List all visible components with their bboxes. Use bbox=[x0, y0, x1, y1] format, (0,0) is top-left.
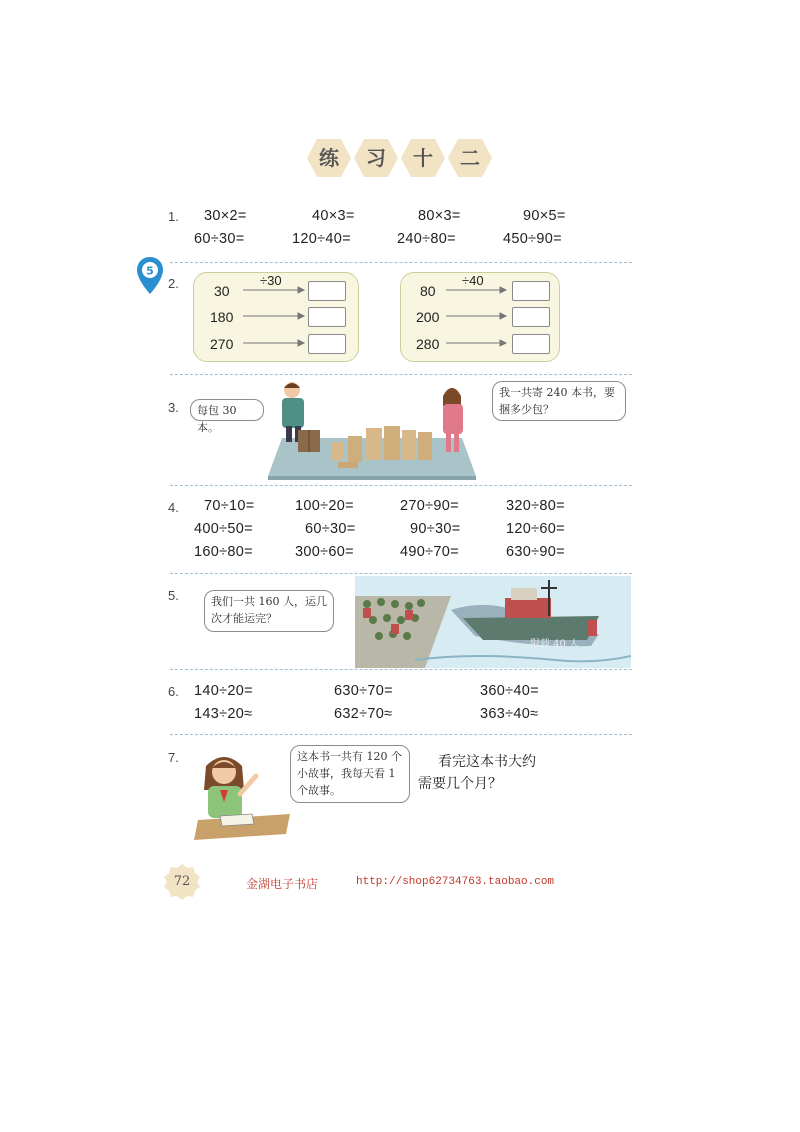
q2-right-value: 200 bbox=[416, 309, 440, 325]
footer-url[interactable]: http://shop62734763.taobao.com bbox=[356, 876, 555, 888]
q4-number: 4. bbox=[168, 500, 179, 515]
q3-speech-bubble-left: 每包 30 本。 bbox=[190, 399, 264, 421]
q2-left-operator: ÷30 bbox=[260, 273, 282, 288]
answer-box[interactable] bbox=[512, 307, 550, 327]
q7-number: 7. bbox=[168, 750, 179, 765]
q7-speech-bubble: 这本书一共有 120 个小故事，我每天看 1 个故事。 bbox=[290, 745, 410, 803]
answer-box[interactable] bbox=[308, 334, 346, 354]
q4-expr: 300÷60= bbox=[295, 544, 354, 560]
location-marker-icon bbox=[136, 256, 164, 296]
q7-question-line-1: 看完这本书大约 bbox=[438, 754, 536, 770]
q4-expr: 100÷20= bbox=[295, 498, 354, 514]
separator bbox=[170, 669, 632, 670]
q1-expr: 60÷30= bbox=[194, 231, 245, 247]
q3-books-illustration bbox=[262, 376, 482, 480]
q6-expr: 630÷70= bbox=[334, 683, 393, 699]
q4-expr: 90÷30= bbox=[410, 521, 461, 537]
q6-expr: 143÷20≈ bbox=[194, 706, 253, 722]
q1-number: 1. bbox=[168, 209, 179, 224]
q2-number: 2. bbox=[168, 276, 179, 291]
q4-expr: 160÷80= bbox=[194, 544, 253, 560]
title-hex-2 bbox=[353, 138, 399, 178]
q3-number: 3. bbox=[168, 400, 179, 415]
q1-expr: 450÷90= bbox=[503, 231, 562, 247]
separator bbox=[170, 262, 632, 263]
q1-expr: 30×2= bbox=[204, 208, 247, 224]
q7-girl-reading-illustration bbox=[190, 750, 294, 844]
q6-expr: 363÷40≈ bbox=[480, 706, 539, 722]
footer-store-name: 金湖电子书店 bbox=[246, 877, 319, 891]
title-hex-3 bbox=[400, 138, 446, 178]
q3-speech-bubble-right: 我一共寄 240 本书，要捆多少包？ bbox=[492, 381, 626, 421]
separator bbox=[170, 374, 632, 375]
separator bbox=[170, 485, 632, 486]
q6-expr: 360÷40= bbox=[480, 683, 539, 699]
q2-right-value: 280 bbox=[416, 336, 440, 352]
answer-box[interactable] bbox=[308, 281, 346, 301]
separator bbox=[170, 573, 632, 574]
q2-right-value: 80 bbox=[420, 283, 436, 299]
q4-expr: 400÷50= bbox=[194, 521, 253, 537]
answer-box[interactable] bbox=[512, 334, 550, 354]
q1-expr: 40×3= bbox=[312, 208, 355, 224]
q4-expr: 490÷70= bbox=[400, 544, 459, 560]
q1-expr: 80×3= bbox=[418, 208, 461, 224]
q1-expr: 240÷80= bbox=[397, 231, 456, 247]
title-char: 十 bbox=[413, 146, 433, 170]
q5-number: 5. bbox=[168, 588, 179, 603]
separator bbox=[170, 734, 632, 735]
q5-speech-bubble: 我们一共 160 人，运几次才能运完？ bbox=[204, 590, 334, 632]
q4-expr: 120÷60= bbox=[506, 521, 565, 537]
q2-left-value: 180 bbox=[210, 309, 234, 325]
q1-expr: 90×5= bbox=[523, 208, 566, 224]
q4-expr: 630÷90= bbox=[506, 544, 565, 560]
title-char: 练 bbox=[319, 146, 339, 170]
svg-text:5: 5 bbox=[146, 264, 154, 278]
q2-left-value: 30 bbox=[214, 283, 230, 299]
q4-expr: 70÷10= bbox=[204, 498, 255, 514]
q4-expr: 270÷90= bbox=[400, 498, 459, 514]
q7-question-line-2: 需要几个月？ bbox=[418, 776, 502, 792]
q2-right-operator: ÷40 bbox=[462, 273, 484, 288]
q4-expr: 60÷30= bbox=[305, 521, 356, 537]
title-hex-4 bbox=[447, 138, 493, 178]
page-number-badge bbox=[163, 863, 201, 901]
q1-expr: 120÷40= bbox=[292, 231, 351, 247]
title-char: 二 bbox=[460, 146, 480, 170]
q2-left-value: 270 bbox=[210, 336, 234, 352]
answer-box[interactable] bbox=[308, 307, 346, 327]
q5-boat-label: 限载 40 人 bbox=[530, 639, 580, 650]
q6-expr: 632÷70≈ bbox=[334, 706, 393, 722]
q6-expr: 140÷20= bbox=[194, 683, 253, 699]
q6-number: 6. bbox=[168, 684, 179, 699]
q4-expr: 320÷80= bbox=[506, 498, 565, 514]
page-number: 72 bbox=[173, 874, 191, 889]
title-char: 习 bbox=[366, 146, 386, 170]
title-hex-1 bbox=[306, 138, 352, 178]
answer-box[interactable] bbox=[512, 281, 550, 301]
q5-boat-illustration bbox=[355, 576, 631, 668]
